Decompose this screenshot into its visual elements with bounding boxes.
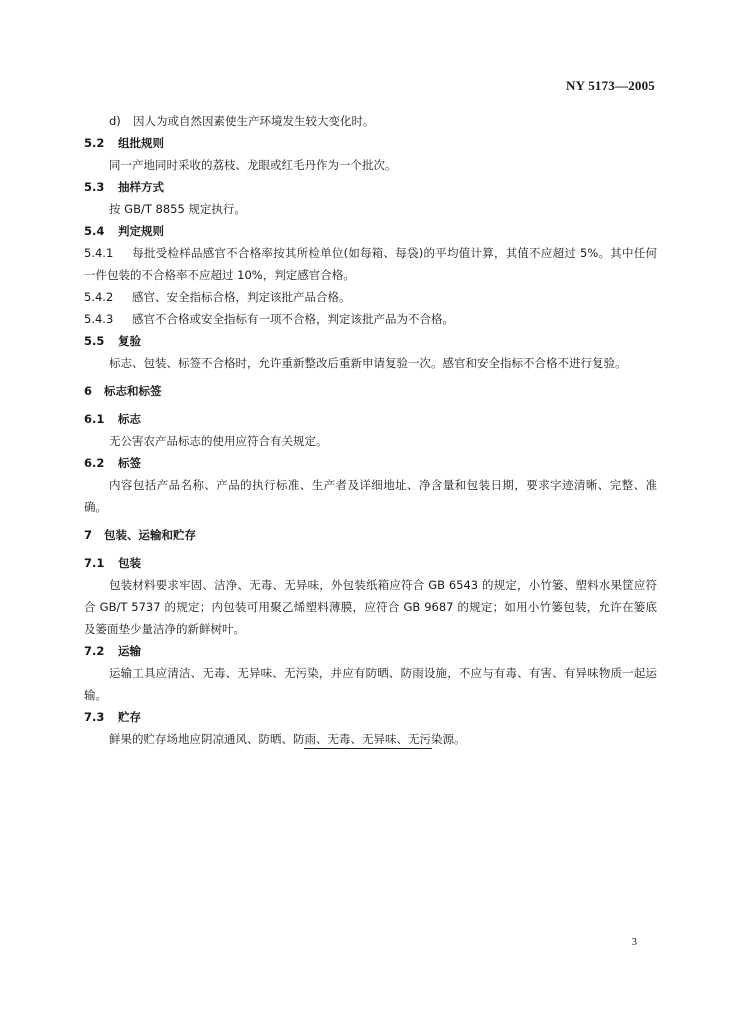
section-title: 标志 xyxy=(118,412,141,426)
section-heading-7-3 xyxy=(84,706,657,728)
section-title: 标签 xyxy=(118,456,141,470)
section-number: 6.1 xyxy=(84,412,105,426)
section-text-7-1: 包装材料要求牢固、洁净、无毒、无异味，外包装纸箱应符合 GB 6543 的规定，小竹篓、塑料水果筐应符合 GB/T 5737 的规定；内包装可用聚乙烯塑料薄膜，应符合 GB 9687 的规定；如用小竹篓包装，允许在篓底及篓面垫少量洁净的新鲜树叶。 xyxy=(84,578,657,636)
section-heading-5-3 xyxy=(84,176,657,198)
section-number: 7.1 xyxy=(84,556,105,570)
section-heading-7-2 xyxy=(84,640,657,662)
section-number: 5.2 xyxy=(84,136,105,150)
section-number: 7.2 xyxy=(84,644,105,658)
section-heading-6-2 xyxy=(84,452,657,474)
clause-text: 感官不合格或安全指标有一项不合格，判定该批产品为不合格。 xyxy=(132,312,454,326)
section-text-5-3: 按 GB/T 8855 规定执行。 xyxy=(109,202,246,216)
section-number: 6.2 xyxy=(84,456,105,470)
section-heading-7-1 xyxy=(84,552,657,574)
section-title: 复验 xyxy=(118,334,141,348)
list-item-text: 因人为或自然因素使生产环境发生较大变化时。 xyxy=(133,114,375,128)
section-title: 运输 xyxy=(118,644,141,658)
section-text-6-2: 内容包括产品名称、产品的执行标准、生产者及详细地址、净含量和包装日期，要求字迹清晰、完整、准确。 xyxy=(84,478,657,514)
section-heading-5-2 xyxy=(84,132,657,154)
clause-5-4-1 xyxy=(84,242,657,286)
section-heading-5-5 xyxy=(84,330,657,352)
clause-5-4-3 xyxy=(84,308,657,330)
section-text-5-2: 同一产地同时采收的荔枝、龙眼或红毛丹作为一个批次。 xyxy=(109,158,397,172)
chapter-heading-6 xyxy=(84,380,657,402)
section-title: 判定规则 xyxy=(118,224,164,238)
end-rule xyxy=(304,748,432,749)
section-text-7-2: 运输工具应清洁、无毒、无异味、无污染，并应有防晒、防雨设施，不应与有毒、有害、有异味物质一起运输。 xyxy=(84,666,657,702)
section-number: 5.3 xyxy=(84,180,105,194)
section-text-6-1: 无公害农产品标志的使用应符合有关规定。 xyxy=(109,434,328,448)
document-body xyxy=(84,110,657,750)
clause-number: 5.4.2 xyxy=(84,290,114,304)
section-title: 组批规则 xyxy=(118,136,164,150)
section-title: 抽样方式 xyxy=(118,180,164,194)
clause-number: 5.4.3 xyxy=(84,312,114,326)
page-number: 3 xyxy=(631,936,637,948)
section-title: 贮存 xyxy=(118,710,141,724)
section-text-7-3: 鲜果的贮存场地应阴凉通风、防晒、防雨、无毒、无异味、无污染源。 xyxy=(109,732,466,746)
section-number: 5.5 xyxy=(84,334,105,348)
list-item-d xyxy=(84,110,657,132)
clause-text: 每批受检样品感官不合格率按其所检单位(如每箱、每袋)的平均值计算，其值不应超过 5%。其中任何一件包装的不合格率不应超过 10%，判定感官合格。 xyxy=(84,246,657,282)
clause-number: 5.4.1 xyxy=(84,246,114,260)
section-heading-5-4 xyxy=(84,220,657,242)
section-title: 包装 xyxy=(118,556,141,570)
chapter-title: 标志和标签 xyxy=(104,384,162,398)
section-heading-6-1 xyxy=(84,408,657,430)
section-number: 7.3 xyxy=(84,710,105,724)
section-number: 5.4 xyxy=(84,224,105,238)
section-text-5-5: 标志、包装、标签不合格时，允许重新整改后重新申请复验一次。感官和安全指标不合格不进行复验。 xyxy=(109,356,627,370)
chapter-number: 6 xyxy=(84,384,93,398)
chapter-number: 7 xyxy=(84,528,93,542)
clause-5-4-2 xyxy=(84,286,657,308)
chapter-title: 包装、运输和贮存 xyxy=(104,528,196,542)
clause-text: 感官、安全指标合格，判定该批产品合格。 xyxy=(132,290,351,304)
chapter-heading-7 xyxy=(84,524,657,546)
list-item-label: d) xyxy=(109,114,121,128)
standard-code: NY 5173—2005 xyxy=(566,78,655,93)
